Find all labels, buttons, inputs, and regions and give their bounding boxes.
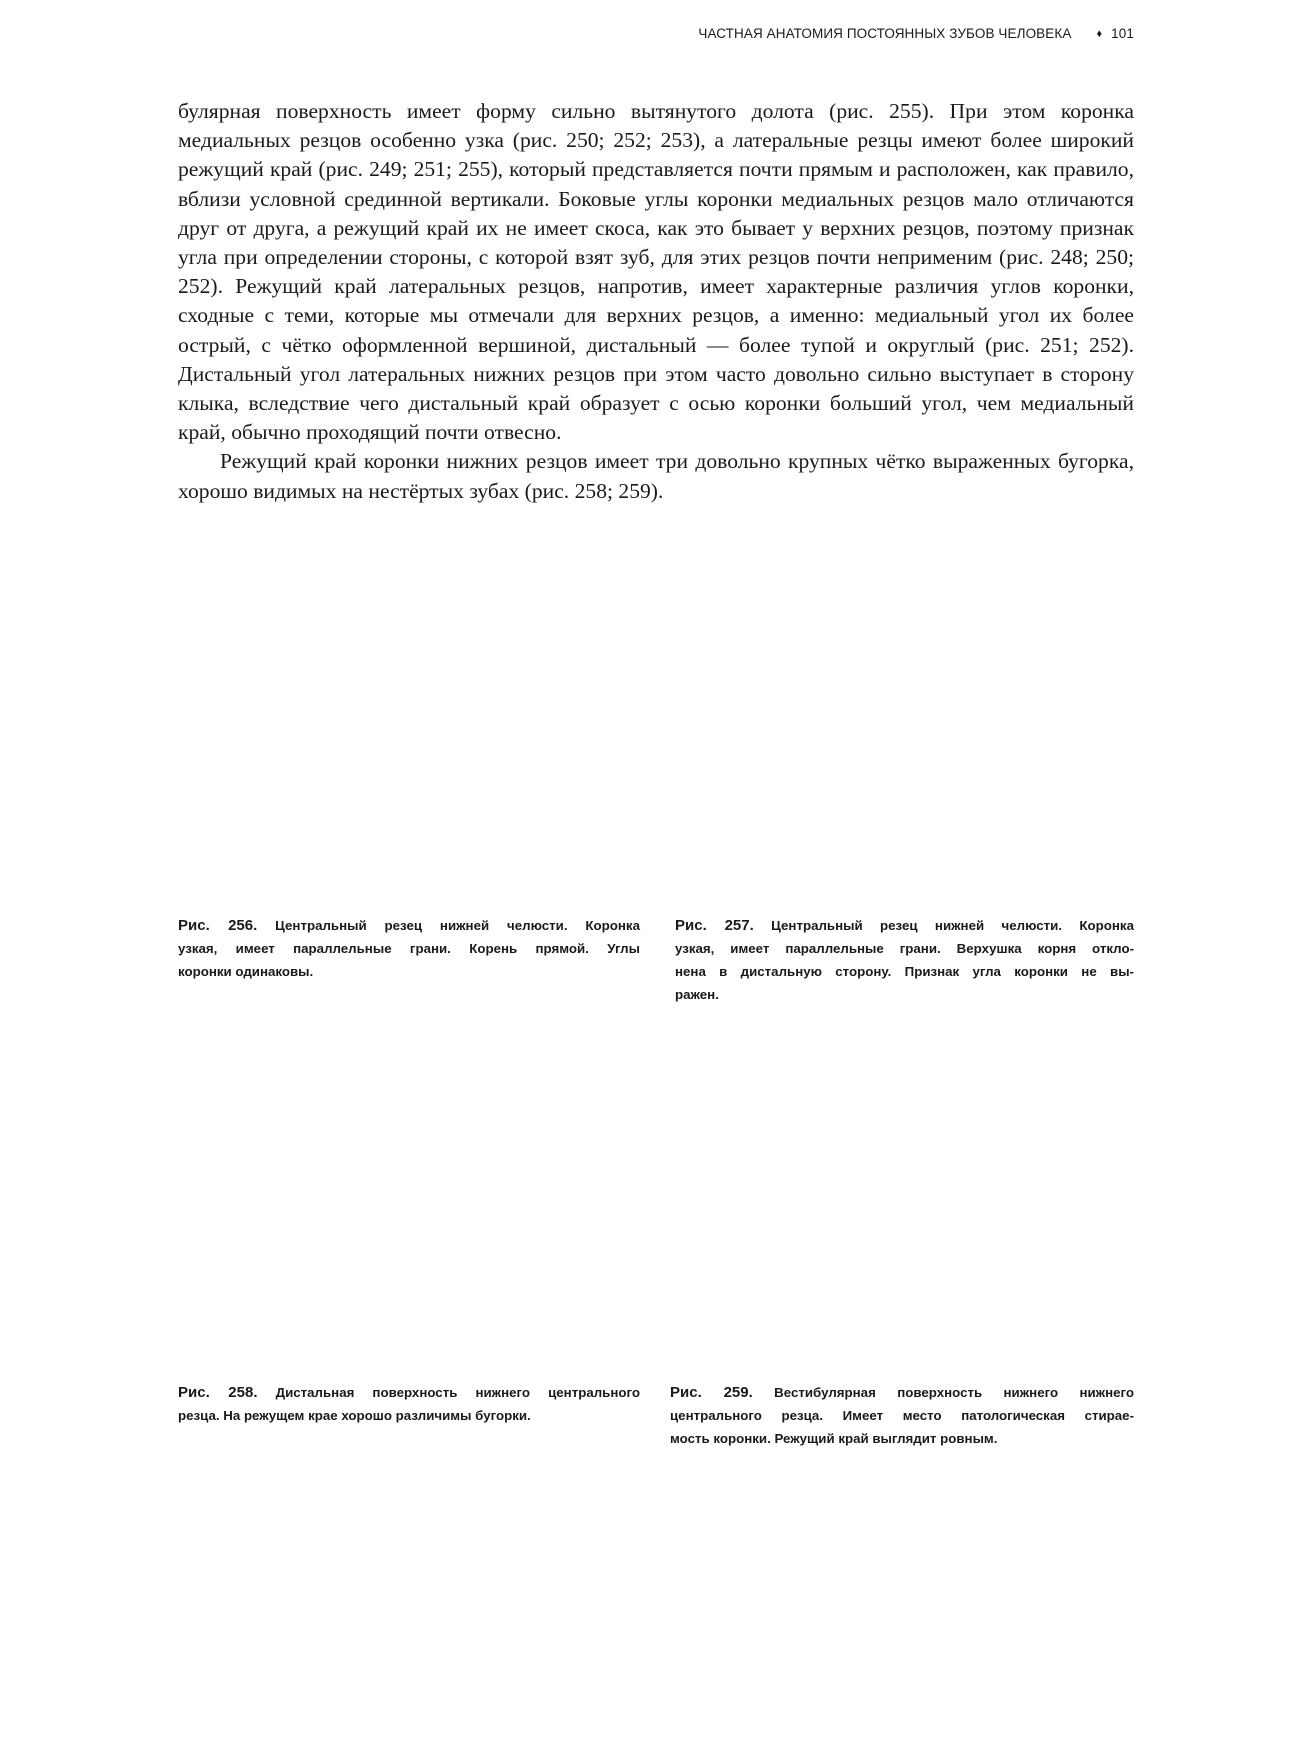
caption-line	[675, 914, 1134, 937]
figure-label: Рис. 258.	[178, 1384, 258, 1401]
caption-line: центрального резца. Имеет место патологическая стирае-	[670, 1408, 1134, 1423]
figure-259-caption	[670, 1381, 1134, 1450]
caption-text: Дистальная поверхность нижнего центрального	[275, 1385, 640, 1400]
body-text	[178, 97, 1134, 506]
caption-line: узкая, имеет параллельные грани. Корень прямой. Углы	[178, 941, 640, 956]
paragraph-1: булярная поверхность имеет форму сильно вытянутого долота (рис. 255). При этом коронка медиальных резцов особенно узка (рис. 250; 252; 253), а латеральные резцы имеют более широкий режущий край (рис. 249; 251; 255), который представляется почти прямым и расположен, как правило, вблизи условной срединной вертикали. Боковые углы коронки медиальных резцов мало отличаются друг от друга, а режущий край их не имеет скоса, как это бывает у верхних резцов, поэтому признак угла при определении стороны, с которой взят зуб, для этих резцов почти неприменим (рис. 248; 250; 252). Режущий край латеральных резцов, напротив, имеет характерные различия углов коронки, сходные с теми, которые мы отмечали для верхних резцов, а именно: медиальный угол их более острый, с чётко оформленной вершиной, дистальный — более тупой и округлый (рис. 251; 252). Дистальный угол латеральных нижних резцов при этом часто довольно сильно выступает в сторону клыка, вследствие чего дистальный край образует с осью коронки больший угол, чем медиальный край, обычно проходящий почти отвесно.	[178, 99, 1134, 445]
caption-line	[670, 1381, 1134, 1404]
paragraph-2: Режущий край коронки нижних резцов имеет три довольно крупных чётко выраженных бугорка, хорошо видимых на нестёртых зубах (рис. 258; 259).	[178, 449, 1134, 503]
figure-label: Рис. 259.	[670, 1384, 753, 1401]
page-number: 101	[1111, 26, 1134, 41]
caption-line: узкая, имеет параллельные грани. Верхушка корня откло-	[675, 941, 1134, 956]
caption-line: коронки одинаковы.	[178, 964, 314, 979]
figure-256-image	[178, 550, 640, 900]
figure-258-caption	[178, 1381, 640, 1427]
figure-label: Рис. 257.	[675, 917, 754, 934]
figure-259-image	[670, 1010, 1134, 1370]
diamond-separator-icon: ♦	[1096, 27, 1103, 40]
caption-line: ражен.	[675, 987, 719, 1002]
figure-257-caption	[675, 914, 1134, 1006]
figure-257-image	[675, 550, 1134, 900]
caption-text: Центральный резец нижней челюсти. Коронка	[275, 918, 640, 933]
running-head-title: ЧАСТНАЯ АНАТОМИЯ ПОСТОЯННЫХ ЗУБОВ ЧЕЛОВЕКА	[698, 26, 1072, 41]
caption-text: Центральный резец нижней челюсти. Коронка	[771, 918, 1134, 933]
caption-text: Вестибулярная поверхность нижнего нижнего	[774, 1385, 1134, 1400]
caption-line	[178, 914, 640, 937]
caption-line: мость коронки. Режущий край выглядит ровным.	[670, 1431, 998, 1446]
figure-256-caption	[178, 914, 640, 983]
caption-line: резца. На режущем крае хорошо различимы бугорки.	[178, 1408, 531, 1423]
caption-line: нена в дистальную сторону. Признак угла коронки не вы-	[675, 964, 1134, 979]
figure-label: Рис. 256.	[178, 917, 258, 934]
figure-258-image	[178, 1010, 640, 1370]
caption-line	[178, 1381, 640, 1404]
running-head	[560, 26, 1134, 41]
